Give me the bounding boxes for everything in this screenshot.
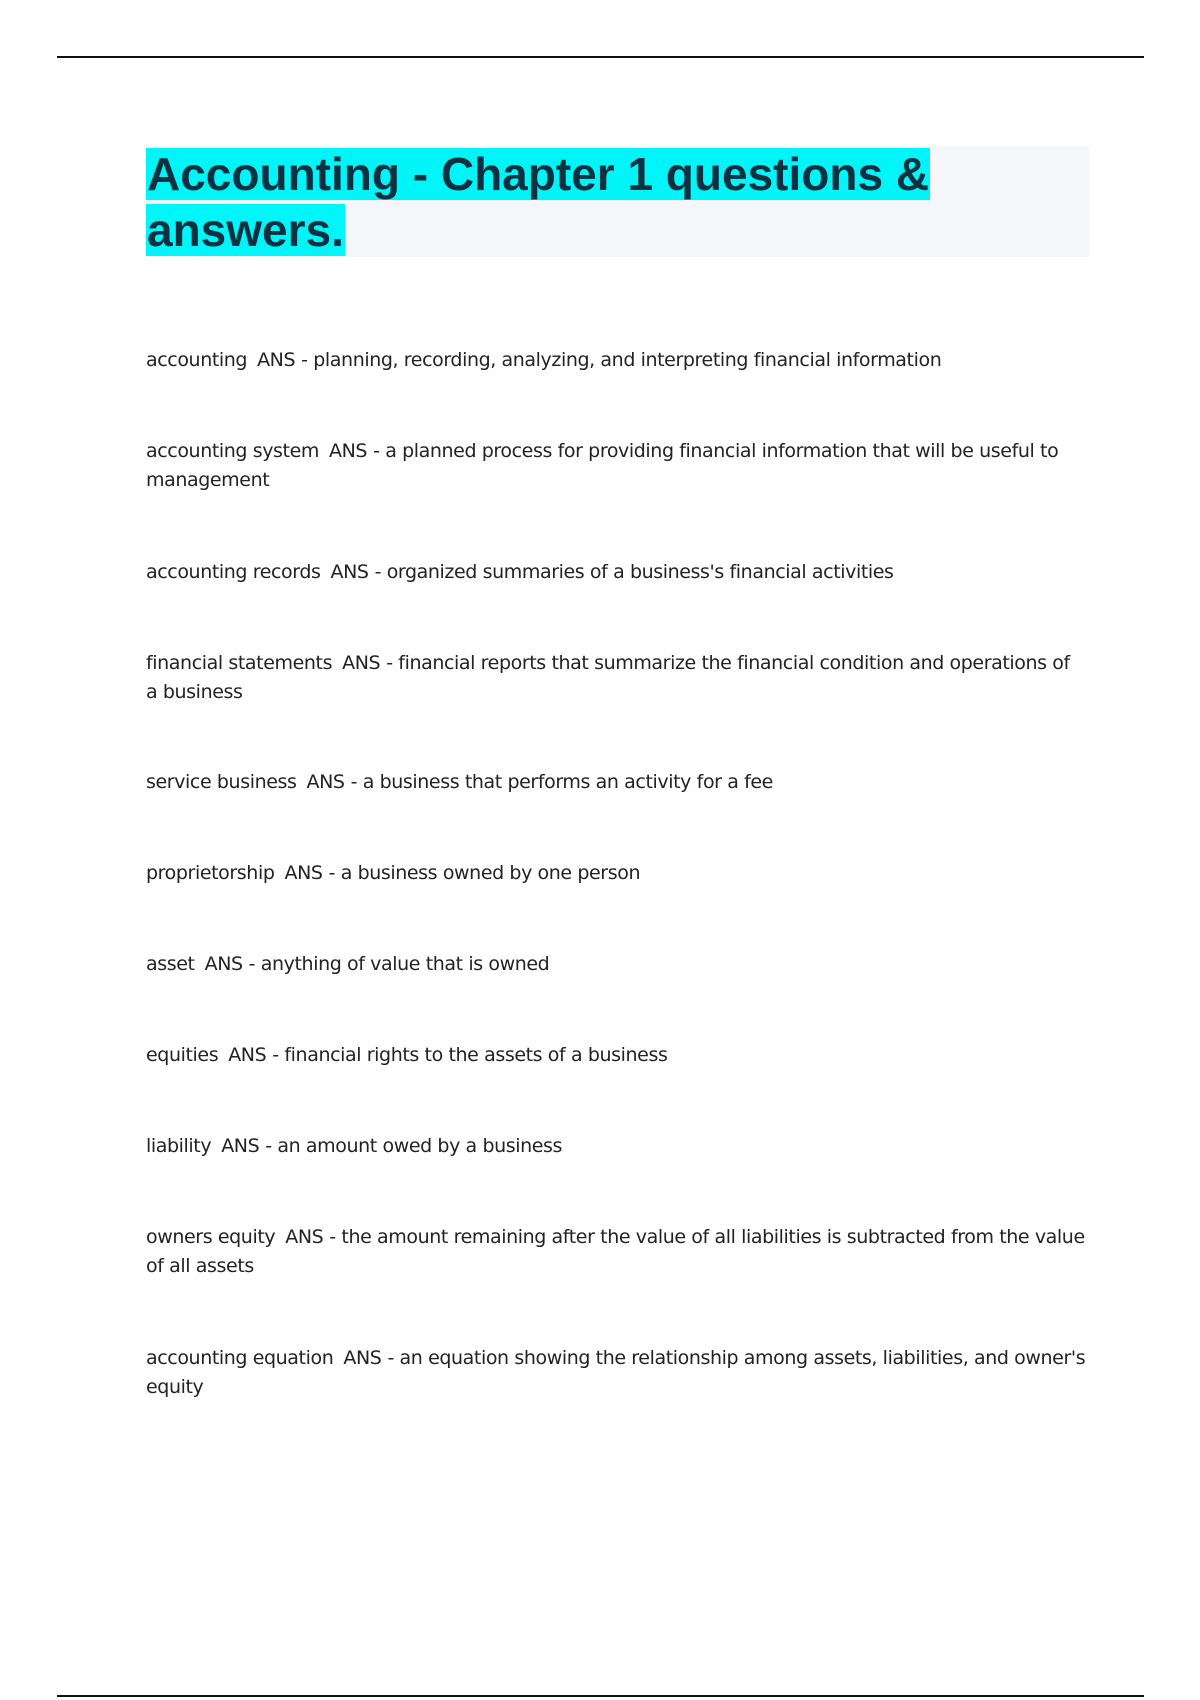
page-title [146,146,1006,258]
separator: - [248,953,256,975]
answer-marker: ANS [228,1044,267,1066]
term: accounting records [146,561,321,583]
list-item [146,1223,1086,1281]
answer-marker: ANS [284,862,323,884]
definition: financial reports that summarize the financial condition and operations of a business [146,652,1070,703]
answer-marker: ANS [329,440,368,462]
top-rule [57,56,1144,58]
definition: a business owned by one person [340,862,641,884]
definition: an amount owed by a business [277,1135,563,1157]
separator: - [350,771,358,793]
list-item [146,346,1086,375]
answer-marker: ANS [257,349,296,371]
separator: - [328,862,336,884]
separator: - [265,1135,272,1157]
term: service business [146,771,297,793]
term: asset [146,953,195,975]
list-item [146,558,1086,587]
bottom-rule [57,1695,1144,1697]
page-title-text: Accounting - Chapter 1 questions & answers. [147,148,930,256]
term: proprietorship [146,862,275,884]
definition: the amount remaining after the value of all liabilities is subtracted from the value of all assets [146,1226,1085,1277]
answer-marker: ANS [221,1135,260,1157]
list-item [146,859,1086,888]
answer-marker: ANS [204,953,243,975]
separator: - [329,1226,336,1248]
term: accounting system [146,440,320,462]
answer-marker: ANS [306,771,345,793]
definition: financial rights to the assets of a business [284,1044,668,1066]
list-item [146,649,1086,707]
separator: - [374,561,382,583]
term: financial statements [146,652,333,674]
answer-marker: ANS [343,1347,382,1369]
term: accounting equation [146,1347,334,1369]
separator: - [272,1044,279,1066]
list-item [146,950,1086,979]
term: liability [146,1135,212,1157]
list-item [146,768,1086,797]
definition: an equation showing the relationship among assets, liabilities, and owner's equity [146,1347,1086,1398]
list-item [146,1041,1086,1070]
term: owners equity [146,1226,276,1248]
term: equities [146,1044,219,1066]
answer-marker: ANS [342,652,381,674]
list-item [146,1344,1086,1402]
separator: - [301,349,308,371]
definition: organized summaries of a business's financial activities [386,561,894,583]
list-item [146,1132,1086,1161]
answer-marker: ANS [285,1226,324,1248]
definition: anything of value that is owned [260,953,550,975]
definition: planning, recording, analyzing, and interpreting financial information [313,349,942,371]
separator: - [373,440,380,462]
separator: - [387,1347,394,1369]
definition: a planned process for providing financial information that will be useful to management [146,440,1059,491]
answer-marker: ANS [330,561,369,583]
term: accounting [146,349,248,371]
title-block [146,146,1089,257]
definition: a business that performs an activity for a fee [362,771,773,793]
separator: - [386,652,393,674]
list-item [146,437,1086,495]
